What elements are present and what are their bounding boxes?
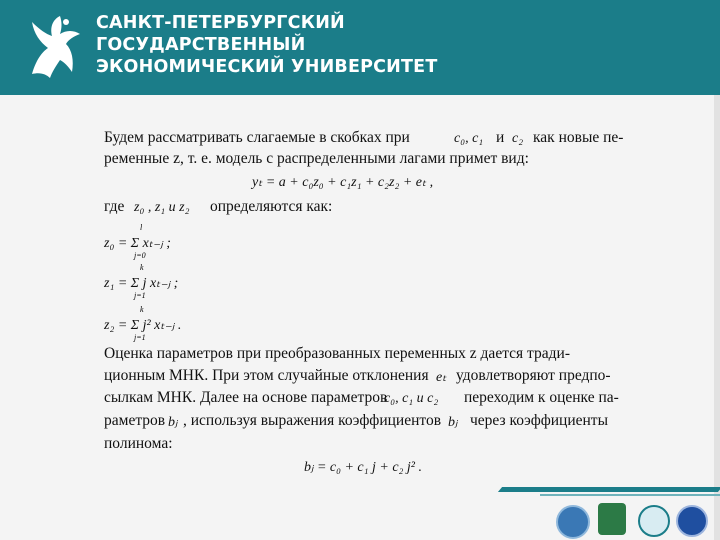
para2-line1: Оценка параметров при преобразованных переменных z дается тради- [104, 345, 570, 362]
university-name [96, 12, 437, 78]
z1-formula: k z₁ = Σ j xₜ₋ⱼ ; j=1 [104, 263, 179, 300]
slide-content [0, 95, 720, 540]
university-emblem-icon [676, 505, 708, 537]
para2-line5: полинома: [104, 435, 173, 452]
where-defined: определяются как: [210, 198, 333, 215]
para2-line2-b: удовлетворяют предпо- [456, 367, 611, 384]
griffin-logo-icon [22, 12, 90, 82]
footer-stripe [498, 487, 720, 492]
spbgeu-emblem-icon [556, 505, 590, 539]
para1-text-a: Будем рассматривать слагаемые в скобках при [104, 129, 410, 146]
para1-line2: ременные z, т. е. модель с распределенными лагами примет вид: [104, 150, 529, 167]
para2-line4-b: , используя выражения коэффициентов [183, 412, 442, 429]
para2-var-bj: bⱼ [168, 415, 178, 430]
finec-emblem-icon [638, 505, 670, 537]
z1-equation: z₁ = Σ j xₜ₋ⱼ ; [104, 276, 179, 291]
para2-vars-c: c₀, c₁ и c₂ [384, 391, 439, 406]
para2-line3-a: сылкам МНК. Далее на основе параметров [104, 389, 388, 406]
where-vars: z₀ , z₁ и z₂ [134, 200, 190, 215]
z0-formula: l z₀ = Σ xₜ₋ⱼ ; j=0 [104, 223, 171, 260]
final-equation: bⱼ = c₀ + c₁ j + c₂ j² . [304, 460, 423, 475]
griffin-emblem-icon [598, 503, 626, 535]
para1-text-b: как новые пе- [533, 129, 624, 146]
header-banner [0, 0, 720, 95]
para2-line2-a: ционным МНК. При этом случайные отклонения [104, 367, 429, 384]
para2-var-et: eₜ [436, 370, 447, 385]
para1-vars-c0-c1: c₀, c₁ [454, 131, 484, 146]
university-name-line3: ЭКОНОМИЧЕСКИЙ УНИВЕРСИТЕТ [96, 57, 438, 77]
where-label: где [104, 198, 125, 215]
university-name-line2: ГОСУДАРСТВЕННЫЙ [96, 35, 306, 55]
z0-equation: z₀ = Σ xₜ₋ⱼ ; [104, 236, 171, 251]
z2-equation: z₂ = Σ j² xₜ₋ⱼ . [104, 318, 182, 333]
para2-var-bj-2: bⱼ [448, 415, 458, 430]
para1-and: и [496, 129, 505, 146]
university-name-line1: САНКТ-ПЕТЕРБУРГСКИЙ [96, 13, 345, 33]
para2-line4-c: через коэффициенты [470, 412, 608, 429]
model-equation: yₜ = a + c₀z₀ + c₁z₁ + c₂z₂ + eₜ , [252, 175, 434, 190]
para2-line4-a: раметров [104, 412, 166, 429]
right-edge-shade [714, 95, 720, 540]
footer-stripe-thin [540, 494, 720, 496]
z2-formula: k z₂ = Σ j² xₜ₋ⱼ . j=1 [104, 305, 182, 342]
para1-var-c2: c₂ [512, 131, 524, 146]
para2-line3-b: переходим к оценке па- [464, 389, 619, 406]
